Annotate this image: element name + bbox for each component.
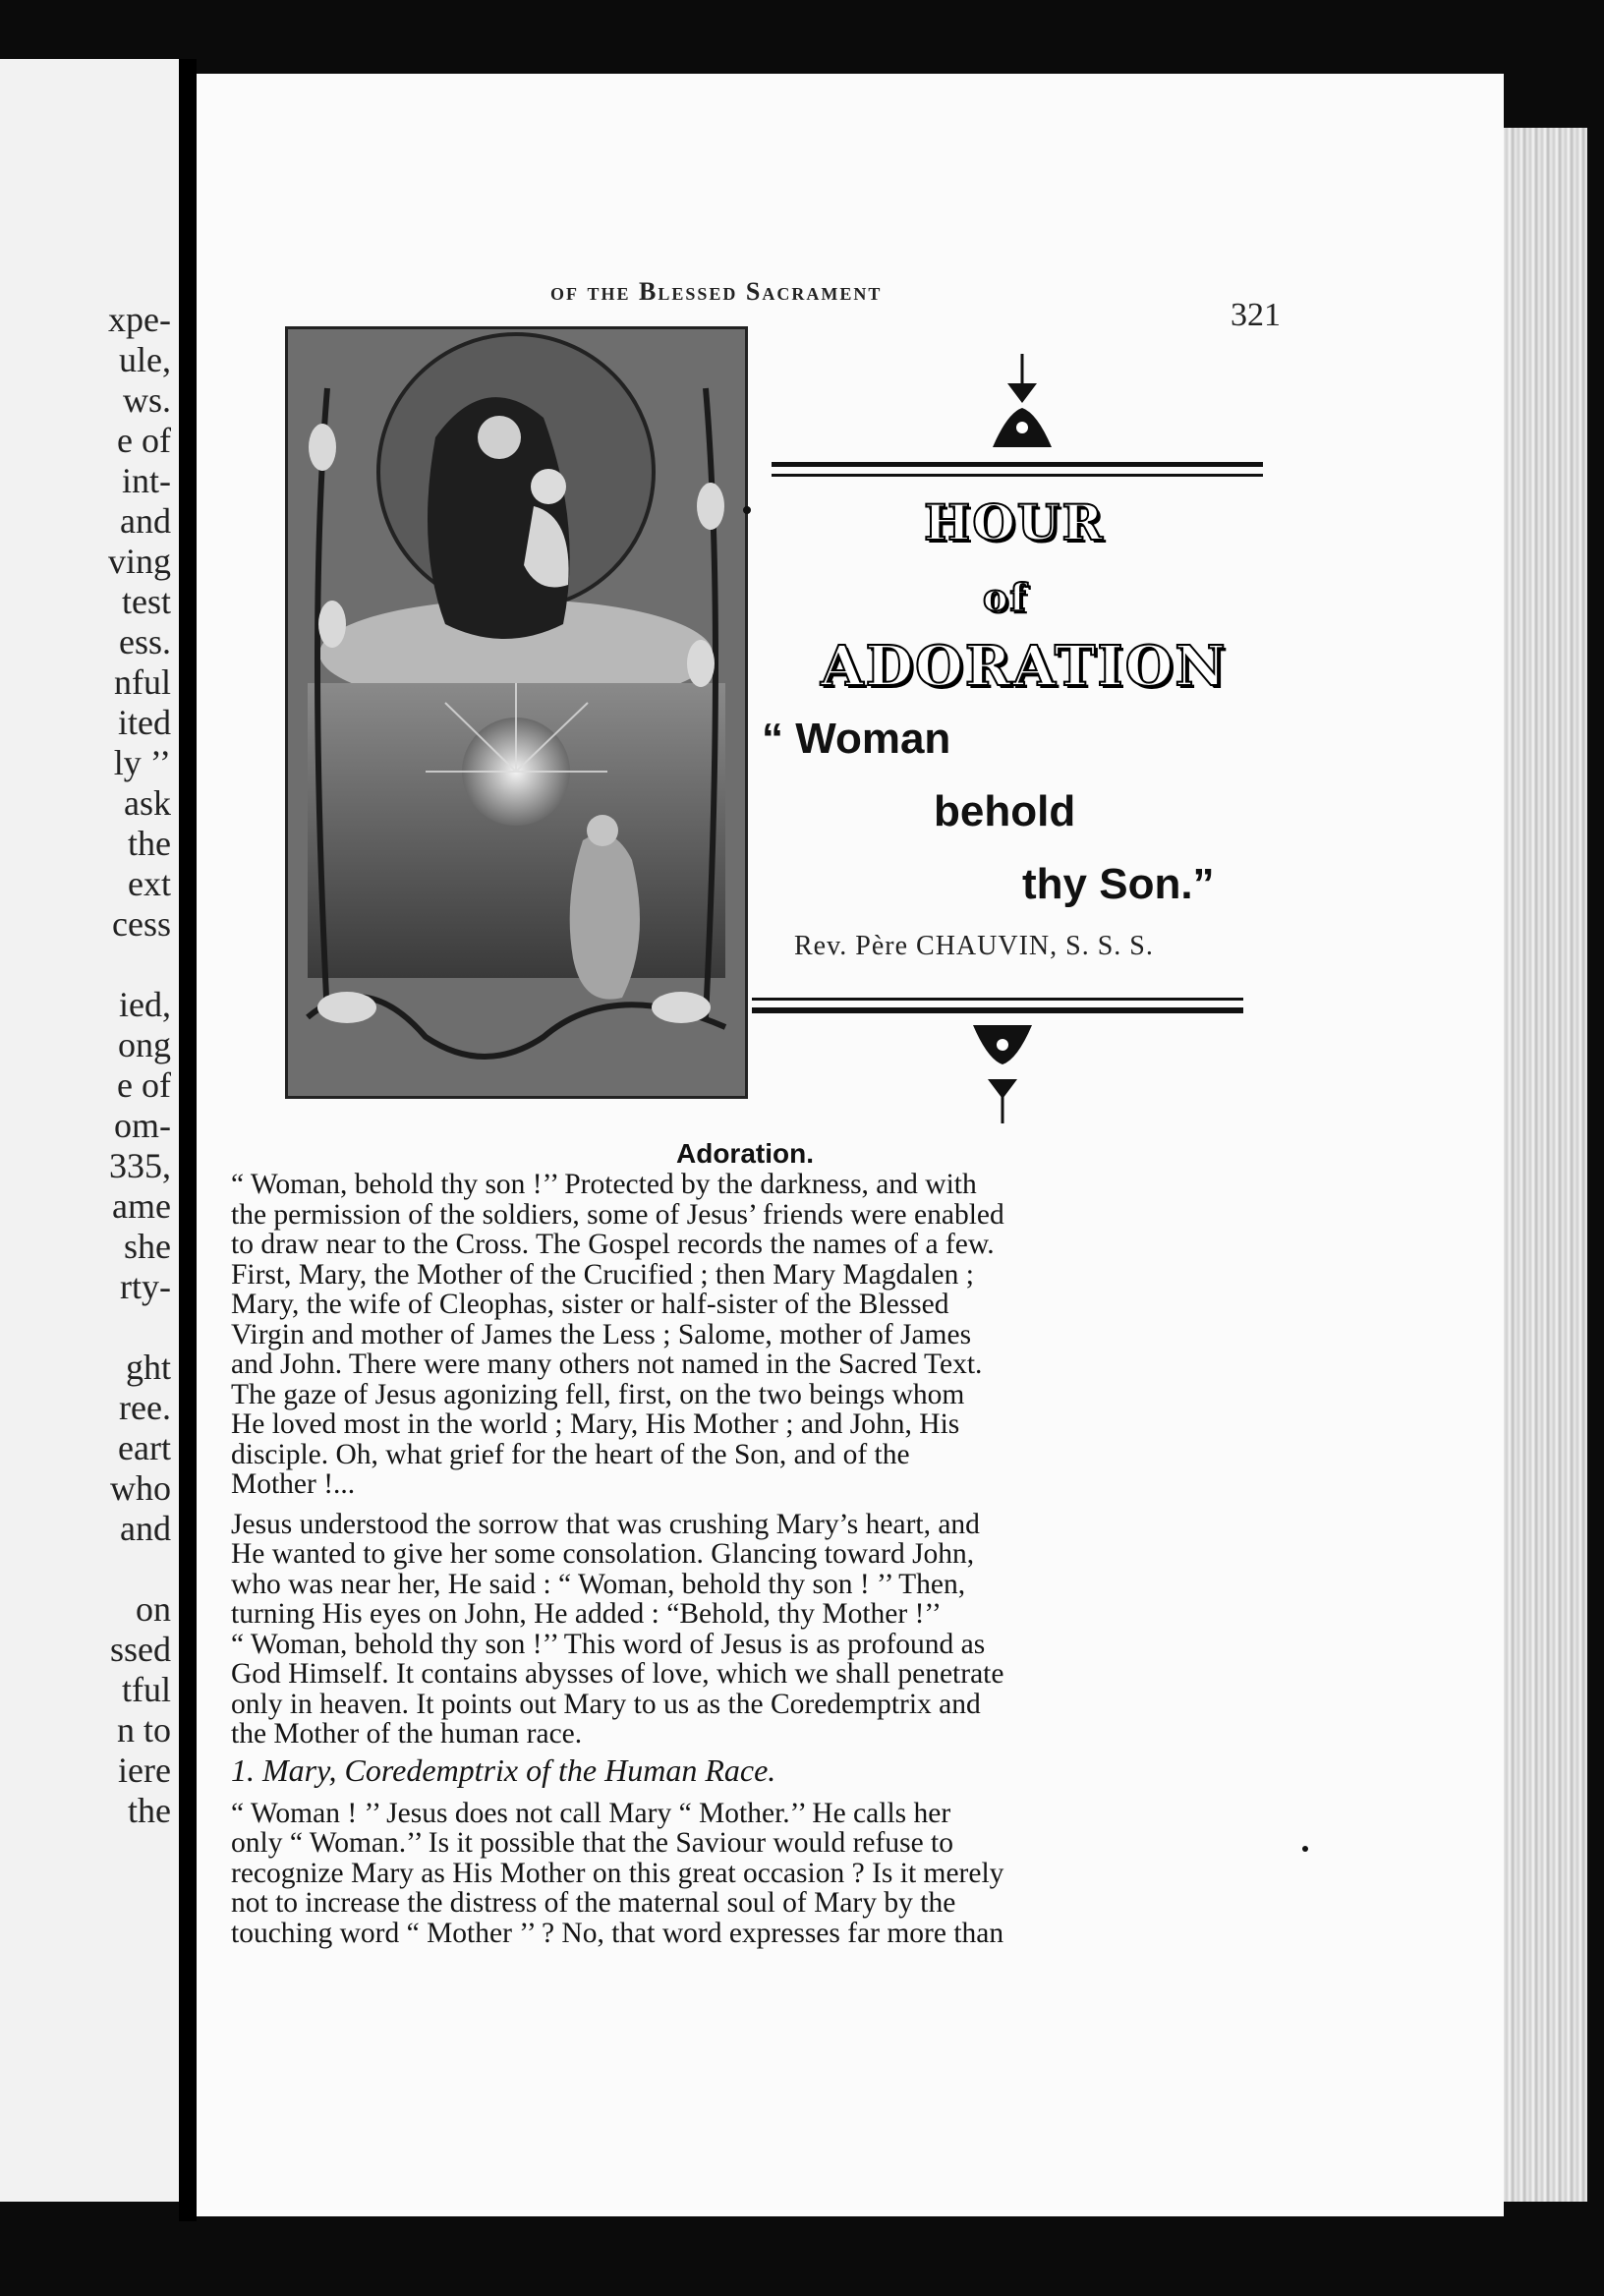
left-page-fragment: nful: [114, 662, 171, 702]
left-page-fragment: ext: [128, 864, 171, 903]
left-page-fragment: e of: [117, 421, 171, 460]
body-line: only “ Woman.’’ Is it possible that the Saviour would refuse to: [231, 1827, 953, 1859]
right-margin-dot: [1302, 1846, 1308, 1852]
left-page-fragment: the: [128, 824, 171, 863]
body-line: God Himself. It contains abysses of love, which we shall penetrate: [231, 1658, 1004, 1690]
body-line: not to increase the distress of the maternal soul of Mary by the: [231, 1887, 956, 1919]
left-page-fragment: ess.: [119, 622, 171, 661]
body-line: The gaze of Jesus agonizing fell, first, on the two beings whom: [231, 1378, 965, 1410]
left-page-fragment: xpe-: [108, 300, 171, 339]
left-page-fragment: ly ’’: [113, 743, 171, 782]
paragraph-gap: [231, 1500, 1229, 1510]
title-hour: HOUR: [924, 493, 1105, 551]
body-line: “ Woman ! ’’ Jesus does not call Mary “ Mother.’’ He calls her: [231, 1797, 951, 1829]
body-line: to draw near to the Cross. The Gospel records the names of a few.: [231, 1229, 995, 1260]
body-line: Mary, the wife of Cleophas, sister or half-sister of the Blessed: [231, 1289, 949, 1320]
left-page-fragment: who: [110, 1468, 171, 1508]
left-page-fragment: [33, 1549, 171, 1589]
page-edge-stack: [1504, 128, 1587, 2202]
body-line: Virgin and mother of James the Less ; Salome, mother of James: [231, 1318, 972, 1350]
body-line: recognize Mary as His Mother on this great occasion ? Is it merely: [231, 1857, 1004, 1889]
body-line: who was near her, He said : “ Woman, behold thy son ! ’’ Then,: [231, 1568, 966, 1600]
left-page-fragment: rty-: [120, 1267, 171, 1306]
left-page-fragment: 335,: [109, 1146, 171, 1185]
left-page-fragment: the: [128, 1791, 171, 1830]
body-line: Mother !...: [231, 1468, 356, 1500]
body-line: First, Mary, the Mother of the Crucified ; then Mary Magdalen ;: [231, 1258, 974, 1291]
left-page-fragment: ree.: [119, 1388, 171, 1427]
body-line: turning His eyes on John, He added : “Behold, thy Mother !’’: [231, 1598, 942, 1630]
left-page-fragment: test: [122, 582, 171, 621]
bottom-rule-thick: [752, 1007, 1243, 1013]
body-line: disciple. Oh, what grief for the heart of the Son, and of the: [231, 1438, 910, 1470]
left-page-fragment: [33, 945, 171, 985]
left-page-fragment: ule,: [119, 340, 171, 379]
left-page-fragment: ght: [125, 1348, 171, 1387]
left-page-fragment: ws.: [122, 380, 171, 420]
left-page-fragment: tful: [122, 1670, 171, 1709]
body-line: the Mother of the human race.: [231, 1718, 583, 1750]
body-line: He wanted to give her some consolation. Glancing toward John,: [231, 1538, 975, 1570]
bottom-fleuron-ornament: [968, 1020, 1037, 1123]
title-adoration: ADORATION: [821, 634, 1228, 699]
left-page-fragment: iere: [118, 1751, 171, 1790]
page-number: 321: [1231, 297, 1281, 333]
quote-line-1: “ Woman: [762, 715, 951, 763]
body-line: He loved most in the world ; Mary, His Mother ; and John, His: [231, 1408, 960, 1440]
illustration-drawing: [288, 329, 745, 1096]
left-page-fragment: [33, 1307, 171, 1348]
body-line: “ Woman, behold thy son !’’ Protected by the darkness, and with: [231, 1169, 977, 1200]
left-page-fragment: eart: [118, 1428, 171, 1467]
body-line: “ Woman, behold thy son !’’ This word of Jesus is as profound as: [231, 1628, 986, 1660]
quote-line-2: behold: [934, 787, 1076, 835]
left-page-fragment: om-: [114, 1106, 171, 1145]
bottom-rule-thin: [752, 998, 1243, 1001]
margin-dot: [743, 506, 751, 514]
left-page-fragment: and: [120, 1509, 171, 1548]
left-page-fragment: she: [124, 1227, 171, 1266]
author-byline: Rev. Père CHAUVIN, S. S. S.: [794, 931, 1154, 961]
madonna-and-child-illustration: [285, 326, 748, 1099]
left-page-text-fragments: [33, 300, 171, 1831]
top-rule-thin: [772, 474, 1263, 477]
left-page-fragment: ask: [124, 783, 171, 823]
left-page-fragment: e of: [117, 1065, 171, 1105]
section-heading: Adoration.: [676, 1138, 814, 1169]
top-fleuron-ornament: [988, 354, 1057, 452]
left-page-fragment: ong: [118, 1025, 171, 1064]
left-page-fragment: ame: [112, 1186, 171, 1226]
body-text: [231, 1170, 1229, 1948]
left-page-fragment: n to: [116, 1710, 171, 1750]
subheading: 1. Mary, Coredemptrix of the Human Race.: [231, 1751, 776, 1788]
book-gutter: [179, 59, 197, 2221]
left-page-fragment: on: [136, 1589, 171, 1629]
left-page-fragment: ied,: [119, 985, 171, 1024]
running-head: of the Blessed Sacrament: [550, 277, 883, 306]
left-page-fragment: int-: [122, 461, 171, 500]
body-line: touching word “ Mother ’’ ? No, that word expresses far more than: [231, 1917, 1004, 1949]
body-line: Jesus understood the sorrow that was crushing Mary’s heart, and: [231, 1508, 980, 1540]
left-page-fragment: ssed: [110, 1630, 171, 1669]
top-rule-thick: [772, 462, 1263, 467]
left-page-fragment: cess: [112, 904, 171, 944]
quote-line-3: thy Son.”: [1022, 860, 1215, 908]
left-page-fragment: ving: [107, 542, 171, 581]
body-line: and John. There were many others not named in the Sacred Text.: [231, 1349, 983, 1380]
title-of: of: [983, 575, 1028, 619]
body-line: the permission of the soldiers, some of Jesus’ friends were enabled: [231, 1198, 1004, 1231]
left-facing-page: [0, 59, 179, 2202]
left-page-fragment: ited: [118, 703, 171, 742]
left-page-fragment: and: [120, 501, 171, 541]
body-line: only in heaven. It points out Mary to us as the Coredemptrix and: [231, 1688, 981, 1720]
